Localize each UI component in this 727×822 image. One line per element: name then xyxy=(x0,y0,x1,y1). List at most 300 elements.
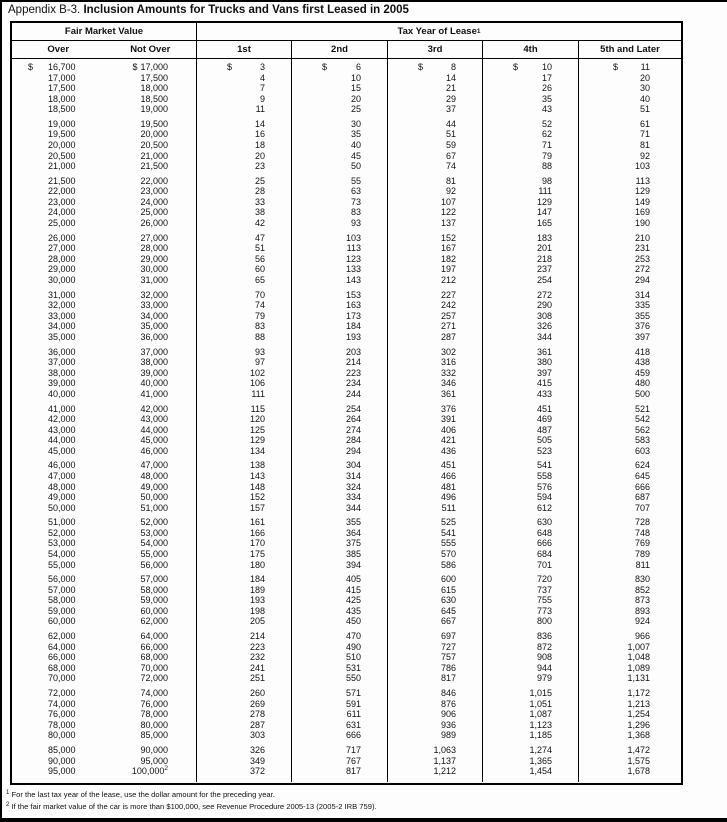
table-row xyxy=(12,151,681,162)
cell-value: 10 xyxy=(541,62,552,72)
cell-value: 184 xyxy=(345,321,361,332)
cell-t2 xyxy=(292,151,388,162)
cell-t2 xyxy=(292,264,388,275)
cell-value: 40 xyxy=(639,93,650,104)
cell-t2 xyxy=(292,389,388,400)
cell-value: 42,000 xyxy=(47,414,76,425)
cell-t2 xyxy=(292,425,388,436)
cell-t5 xyxy=(579,517,681,528)
cell-t4 xyxy=(483,585,579,596)
table-row xyxy=(12,652,681,663)
cell-t5 xyxy=(579,151,681,162)
cell-t5 xyxy=(579,311,681,322)
table-row xyxy=(12,517,681,528)
table-row xyxy=(12,197,681,208)
cell-value: 129 xyxy=(634,186,650,197)
cell-value: 480 xyxy=(634,378,650,389)
cell-value: 755 xyxy=(536,595,552,606)
cell-notover xyxy=(105,673,198,684)
cell-value: 20,500 xyxy=(140,140,168,151)
cell-value: 11 xyxy=(640,62,650,72)
cell-t5 xyxy=(579,688,681,699)
cell-value: 254 xyxy=(536,274,552,285)
cell-over xyxy=(12,574,105,585)
cell-notover xyxy=(105,574,198,585)
cell-t4 xyxy=(483,264,579,275)
cell-over xyxy=(12,186,105,197)
cell-t5 xyxy=(579,745,681,756)
cell-value: 56 xyxy=(254,253,265,264)
cell-value: 73 xyxy=(350,196,361,207)
cell-t2 xyxy=(292,482,388,493)
cell-value: 65 xyxy=(254,274,265,285)
cell-value: 27,000 xyxy=(140,232,168,243)
cell-value: 20 xyxy=(254,150,265,161)
col-header-not-over: Not Over xyxy=(105,41,198,58)
cell-value: 531 xyxy=(345,662,361,673)
table-row xyxy=(12,595,681,606)
cell-t2 xyxy=(292,560,388,571)
cell-value: 18,500 xyxy=(140,93,168,104)
cell-value: 19,500 xyxy=(47,129,76,140)
cell-notover xyxy=(105,528,198,539)
cell-notover xyxy=(105,389,198,400)
cell-value: 223 xyxy=(345,367,361,378)
cell-t4 xyxy=(483,460,579,471)
cell-value: 193 xyxy=(249,595,265,606)
cell-t1 xyxy=(197,503,292,514)
cell-value: 175 xyxy=(249,549,265,560)
cell-value: 102 xyxy=(249,367,265,378)
cell-value: 34,000 xyxy=(140,310,168,321)
cell-value: 541 xyxy=(536,460,552,471)
cell-value: 687 xyxy=(634,492,650,503)
cell-t1 xyxy=(197,663,292,674)
cell-value: 183 xyxy=(536,232,552,243)
cell-value: 134 xyxy=(249,445,265,456)
cell-notover xyxy=(105,471,198,482)
cell-value: 346 xyxy=(440,378,456,389)
cell-t5 xyxy=(579,471,681,482)
cell-over xyxy=(12,585,105,596)
cell-value: 123 xyxy=(345,253,361,264)
cell-value: 218 xyxy=(536,253,552,264)
cell-t5 xyxy=(579,94,681,105)
cell-value: 304 xyxy=(345,460,361,471)
cell-value: 67 xyxy=(445,150,456,161)
cell-value: 19,000 xyxy=(140,104,168,115)
cell-over xyxy=(12,140,105,151)
table-row xyxy=(12,233,681,244)
cell-over xyxy=(12,709,105,720)
cell-value: 26 xyxy=(541,83,552,94)
cell-value: 38 xyxy=(254,207,265,218)
cell-notover xyxy=(105,151,198,162)
cell-value: 375 xyxy=(345,538,361,549)
cell-value: 421 xyxy=(440,435,456,446)
cell-t5 xyxy=(579,129,681,140)
cell-t2 xyxy=(292,435,388,446)
cell-t4 xyxy=(483,652,579,663)
cell-t4 xyxy=(483,389,579,400)
cell-notover xyxy=(105,595,198,606)
cell-t5 xyxy=(579,435,681,446)
cell-t3 xyxy=(388,688,483,699)
cell-t5 xyxy=(579,140,681,151)
table-row xyxy=(12,243,681,254)
cell-value: 26,000 xyxy=(140,218,168,229)
cell-value: 184 xyxy=(249,574,265,585)
cell-t5 xyxy=(579,119,681,130)
table-row xyxy=(12,73,681,84)
cell-value: 631 xyxy=(345,719,361,730)
cell-over xyxy=(12,104,105,115)
cell-t3 xyxy=(388,151,483,162)
cell-value: 38,000 xyxy=(140,357,168,368)
cell-value: 32,000 xyxy=(140,289,168,300)
cell-value: 18,000 xyxy=(140,83,168,94)
cell-t2 xyxy=(292,176,388,187)
cell-value: 41,000 xyxy=(140,388,168,399)
cell-value: 111 xyxy=(538,186,552,197)
cell-t3 xyxy=(388,83,483,94)
cell-t2 xyxy=(292,83,388,94)
cell-value: 40,000 xyxy=(140,378,168,389)
cell-t1 xyxy=(197,720,292,731)
cell-value: 376 xyxy=(440,403,456,414)
cell-value: 372 xyxy=(249,766,265,777)
cell-value: 29 xyxy=(445,93,456,104)
cell-t2 xyxy=(292,207,388,218)
cell-t4 xyxy=(483,207,579,218)
cell-value: 57,000 xyxy=(140,574,168,585)
cell-value: 648 xyxy=(536,527,552,538)
cell-value: 70 xyxy=(254,289,265,300)
cell-t2 xyxy=(292,663,388,674)
cell-value: 272 xyxy=(634,264,650,275)
table-row xyxy=(12,720,681,731)
cell-value: 59,000 xyxy=(140,595,168,606)
cell-value: 45,000 xyxy=(140,435,168,446)
cell-notover xyxy=(105,311,198,322)
cell-t5 xyxy=(579,378,681,389)
table-row xyxy=(12,275,681,286)
cell-t3 xyxy=(388,73,483,84)
cell-over xyxy=(12,663,105,674)
footnote-ref-2: 2 xyxy=(164,765,168,773)
cell-value: 20,500 xyxy=(47,150,76,161)
cell-t2 xyxy=(292,161,388,172)
cell-value: 227 xyxy=(440,289,456,300)
cell-notover xyxy=(105,218,198,229)
cell-value: 85,000 xyxy=(140,730,168,741)
cell-value: 274 xyxy=(345,424,361,435)
cell-over xyxy=(12,321,105,332)
cell-value: 74 xyxy=(254,300,265,311)
cell-t2 xyxy=(292,446,388,457)
cell-notover xyxy=(105,642,198,653)
cell-t2 xyxy=(292,186,388,197)
cell-value: 193 xyxy=(345,331,361,342)
cell-value: 707 xyxy=(634,502,650,513)
cell-value: 237 xyxy=(536,264,552,275)
cell-over xyxy=(12,207,105,218)
cell-value: 167 xyxy=(440,243,456,254)
cell-t3 xyxy=(388,435,483,446)
cell-value: 100,000 xyxy=(131,766,165,777)
page-rule-bottom xyxy=(0,818,727,822)
cell-value: 415 xyxy=(536,378,552,389)
cell-value: 433 xyxy=(536,388,552,399)
cell-value: 684 xyxy=(536,549,552,560)
cell-value: 29,000 xyxy=(140,253,168,264)
cell-value: 28,000 xyxy=(140,243,168,254)
cell-notover xyxy=(105,503,198,514)
cell-value: 46,000 xyxy=(47,460,76,471)
cell-t2 xyxy=(292,528,388,539)
cell-over xyxy=(12,595,105,606)
cell-value: 1,123 xyxy=(529,719,552,730)
cell-value: 332 xyxy=(440,367,456,378)
cell-t3 xyxy=(388,730,483,741)
cell-value: 107 xyxy=(440,196,456,207)
cell-notover xyxy=(105,197,198,208)
cell-t3 xyxy=(388,699,483,710)
row-group xyxy=(12,517,681,570)
cell-value: 35 xyxy=(350,129,361,140)
row-group xyxy=(12,574,681,627)
cell-t1 xyxy=(197,482,292,493)
cell-t4 xyxy=(483,73,579,84)
cell-t2 xyxy=(292,94,388,105)
cell-t5 xyxy=(579,425,681,436)
cell-value: 30,000 xyxy=(140,264,168,275)
cell-t3 xyxy=(388,254,483,265)
cell-value: 55,000 xyxy=(47,559,76,570)
cell-t1 xyxy=(197,176,292,187)
cell-value: 76,000 xyxy=(140,698,168,709)
cell-t3 xyxy=(388,766,483,777)
title-main: Inclusion Amounts for Trucks and Vans first Leased in 2005 xyxy=(83,4,409,16)
cell-value: 33,000 xyxy=(140,300,168,311)
cell-t2 xyxy=(292,709,388,720)
cell-value: 349 xyxy=(249,755,265,766)
col-header-2nd: 2nd xyxy=(292,41,388,58)
cell-value: 287 xyxy=(440,331,456,342)
cell-value: 817 xyxy=(345,766,361,777)
cell-notover xyxy=(105,631,198,642)
cell-t4 xyxy=(483,730,579,741)
cell-t4 xyxy=(483,595,579,606)
cell-value: 50 xyxy=(350,161,361,172)
cell-value: 314 xyxy=(634,289,650,300)
table-row xyxy=(12,357,681,368)
cell-value: 50,000 xyxy=(140,492,168,503)
cell-t5 xyxy=(579,756,681,767)
cell-t4 xyxy=(483,517,579,528)
cell-t4 xyxy=(483,709,579,720)
cell-value: 111 xyxy=(251,388,265,399)
cell-value: 64,000 xyxy=(47,641,76,652)
cell-t1 xyxy=(197,425,292,436)
cell-value: 38,000 xyxy=(47,367,76,378)
row-group xyxy=(12,290,681,343)
cell-t4 xyxy=(483,368,579,379)
cell-value: 364 xyxy=(345,527,361,538)
page-rule-left xyxy=(0,0,2,822)
cell-notover xyxy=(105,492,198,503)
cell-value: 138 xyxy=(249,460,265,471)
cell-t3 xyxy=(388,471,483,482)
footnote-1-text: For the last tax year of the lease, use the dollar amount for the preceding year. xyxy=(11,790,275,799)
cell-notover xyxy=(105,186,198,197)
cell-value: 43 xyxy=(541,104,552,115)
cell-value: 60,000 xyxy=(47,616,76,627)
cell-t1 xyxy=(197,197,292,208)
table-row xyxy=(12,254,681,265)
cell-value: 58,000 xyxy=(140,584,168,595)
cell-notover xyxy=(105,414,198,425)
cell-over xyxy=(12,389,105,400)
cell-value: 385 xyxy=(345,549,361,560)
cell-value: 767 xyxy=(345,755,361,766)
cell-t1 xyxy=(197,560,292,571)
cell-value: 558 xyxy=(536,471,552,481)
cell-value: 212 xyxy=(440,274,456,285)
cell-t1 xyxy=(197,83,292,94)
cell-over xyxy=(12,62,105,73)
cell-t1 xyxy=(197,186,292,197)
cell-value: 1,089 xyxy=(627,662,650,673)
cell-t1 xyxy=(197,616,292,627)
table-row xyxy=(12,446,681,457)
cell-value: 36,000 xyxy=(140,331,168,342)
cell-value: 26,000 xyxy=(47,232,76,243)
cell-t1 xyxy=(197,446,292,457)
cell-value: 37 xyxy=(445,104,456,115)
cell-value: 45,000 xyxy=(47,445,76,456)
cell-t3 xyxy=(388,595,483,606)
cell-t5 xyxy=(579,83,681,94)
cell-t4 xyxy=(483,140,579,151)
cell-value: 44,000 xyxy=(47,435,76,446)
table-row xyxy=(12,119,681,130)
cell-t2 xyxy=(292,517,388,528)
title-prefix: Appendix B-3. xyxy=(8,4,84,16)
cell-value: 40 xyxy=(350,140,361,151)
cell-over xyxy=(12,73,105,84)
table-row xyxy=(12,425,681,436)
cell-t5 xyxy=(579,290,681,301)
cell-t1 xyxy=(197,389,292,400)
cell-t4 xyxy=(483,606,579,617)
cell-t1 xyxy=(197,151,292,162)
cell-value: 906 xyxy=(440,709,456,720)
cell-t3 xyxy=(388,642,483,653)
cell-value: 56,000 xyxy=(140,559,168,570)
cell-value: 14 xyxy=(254,118,265,129)
cell-value: 66,000 xyxy=(47,652,76,663)
cell-value: 30 xyxy=(639,83,650,94)
cell-notover xyxy=(105,347,198,358)
cell-value: 438 xyxy=(634,357,650,368)
cell-value: 18,000 xyxy=(47,93,76,104)
cell-t1 xyxy=(197,492,292,503)
cell-value: 9 xyxy=(259,93,265,104)
cell-over xyxy=(12,332,105,343)
cell-value: 169 xyxy=(634,207,650,218)
cell-t4 xyxy=(483,549,579,560)
cell-over xyxy=(12,606,105,617)
cell-value: 720 xyxy=(536,574,552,585)
cell-value: 394 xyxy=(345,559,361,570)
cell-value: 1,051 xyxy=(529,698,552,709)
cell-value: 182 xyxy=(440,253,456,264)
cell-value: 1,678 xyxy=(627,766,650,777)
table-row xyxy=(12,218,681,229)
cell-notover xyxy=(105,756,198,767)
cell-t2 xyxy=(292,720,388,731)
row-group xyxy=(12,119,681,172)
cell-t1 xyxy=(197,414,292,425)
cell-value: 39,000 xyxy=(140,367,168,378)
table-row xyxy=(12,104,681,115)
cell-value: 17,000 xyxy=(140,62,168,72)
cell-value: 20 xyxy=(350,93,361,104)
cell-t2 xyxy=(292,730,388,741)
cell-t1 xyxy=(197,119,292,130)
cell-value: 78,000 xyxy=(47,719,76,730)
cell-value: 93 xyxy=(254,346,265,357)
cell-value: 14 xyxy=(445,72,456,83)
cell-t4 xyxy=(483,642,579,653)
cell-t2 xyxy=(292,492,388,503)
cell-value: 44,000 xyxy=(140,424,168,435)
cell-t5 xyxy=(579,347,681,358)
cell-over xyxy=(12,631,105,642)
cell-value: 48,000 xyxy=(47,481,76,492)
cell-value: 836 xyxy=(536,631,552,642)
cell-t4 xyxy=(483,275,579,286)
cell-notover xyxy=(105,140,198,151)
cell-value: 147 xyxy=(536,207,552,218)
row-group xyxy=(12,176,681,229)
cell-value: 523 xyxy=(536,445,552,456)
cell-t4 xyxy=(483,83,579,94)
cell-value: 303 xyxy=(249,730,265,741)
cell-t1 xyxy=(197,264,292,275)
cell-value: 397 xyxy=(634,331,650,342)
cell-notover xyxy=(105,368,198,379)
cell-value: 326 xyxy=(249,745,265,756)
cell-t1 xyxy=(197,585,292,596)
cell-t3 xyxy=(388,616,483,627)
cell-value: 344 xyxy=(345,502,361,513)
cell-t5 xyxy=(579,503,681,514)
dollar-sign: $ xyxy=(227,62,233,72)
table-row xyxy=(12,492,681,503)
cell-value: 10 xyxy=(350,72,361,83)
cell-value: 525 xyxy=(440,517,456,528)
cell-value: 80,000 xyxy=(140,719,168,730)
cell-value: 314 xyxy=(345,471,361,481)
cell-value: 260 xyxy=(249,688,265,699)
cell-value: 30,000 xyxy=(47,274,76,285)
cell-t3 xyxy=(388,482,483,493)
cell-t2 xyxy=(292,404,388,415)
cell-value: 59 xyxy=(445,140,456,151)
cell-notover xyxy=(105,663,198,674)
